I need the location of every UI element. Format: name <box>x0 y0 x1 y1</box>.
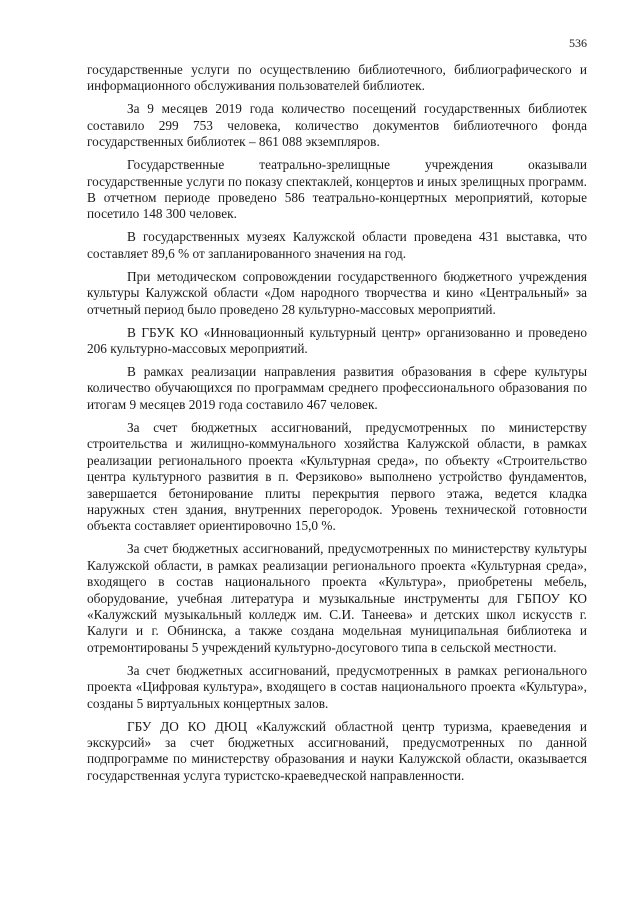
page-number: 536 <box>569 36 587 50</box>
paragraph-folk-art-house: При методическом сопровождении государственного бюджетного учреждения культуры Калужской области «Дом народного творчества и кино «Центральный» за отчетный период было проведено 28 культурно-массовых мероприятий. <box>87 268 587 317</box>
paragraph-education-students: В рамках реализации направления развития образования в сфере культуры количество обучающихся по программам среднего профессионального образования по итогам 9 месяцев 2019 года составило 467 человек. <box>87 364 587 412</box>
paragraph-theatre-institutions: Государственные театрально-зрелищные учреждения оказывали государственные услуги по показу спектаклей, концертов и иных зрелищных программ. В отчетном периоде проведено 586 театрально-концертных мероприятий, которые посетило 148 300 человек. <box>87 157 587 222</box>
paragraph-museum-exhibitions: В государственных музеях Калужской области проведена 431 выставка, что составляет 89,6 % от запланированного значения на год. <box>87 229 587 261</box>
paragraph-culture-equipment: За счет бюджетных ассигнований, предусмотренных по министерству культуры Калужской области, в рамках реализации регионального проекта «Культурная среда», входящего в состав национального проекта «Культура», приобретены мебель, оборудование, учебная литература и музыкальные инструменты для ГБПОУ КО «Калужский музыкальный колледж им. С.И. Танеева» и детских школ искусств г. Калуги и г. Обнинска, а также создана модельная муниципальная библиотека и отремонтированы 5 учреждений культурно-досугового типа в сельской местности. <box>87 541 587 655</box>
paragraph-construction-ferzikovo: За счет бюджетных ассигнований, предусмотренных по министерству строительства и жилищно-коммунального хозяйства Калужской области, в рамках реализации регионального проекта «Культурная среда», по объекту «Строительство центра культурного развития в п. Ферзиково» выполнено устройство фундаментов, завершается бетонирование плиты перекрытия первого этажа, ведется кладка наружных стен здания, внутренних перегородок. Уровень технической готовности объекта составляет ориентировочно 15,0 %. <box>87 419 587 534</box>
paragraph-library-services-continued: государственные услуги по осуществлению библиотечного, библиографического и информационного обслуживания пользователей библиотек. <box>87 62 587 94</box>
paragraph-innovation-center: В ГБУК КО «Инновационный культурный центр» организованно и проведено 206 культурно-массовых мероприятий. <box>87 324 587 357</box>
paragraph-tourism-center: ГБУ ДО КО ДЮЦ «Калужский областной центр туризма, краеведения и экскурсий» за счет бюджетных ассигнований, предусмотренных по данной подпрограмме по министерству образования и науки Калужской области, оказывается государственная услуга туристско-краеведческой направленности. <box>87 718 587 783</box>
paragraph-library-visits: За 9 месяцев 2019 года количество посещений государственных библиотек составило 299 753 человека, количество документов библиотечного фонда государственных библиотек – 861 088 экземпляров. <box>87 101 587 150</box>
document-body <box>87 62 587 791</box>
paragraph-digital-culture: За счет бюджетных ассигнований, предусмотренных в рамках регионального проекта «Цифровая культура», входящего в состав национального проекта «Культура», созданы 5 виртуальных концертных залов. <box>87 662 587 711</box>
